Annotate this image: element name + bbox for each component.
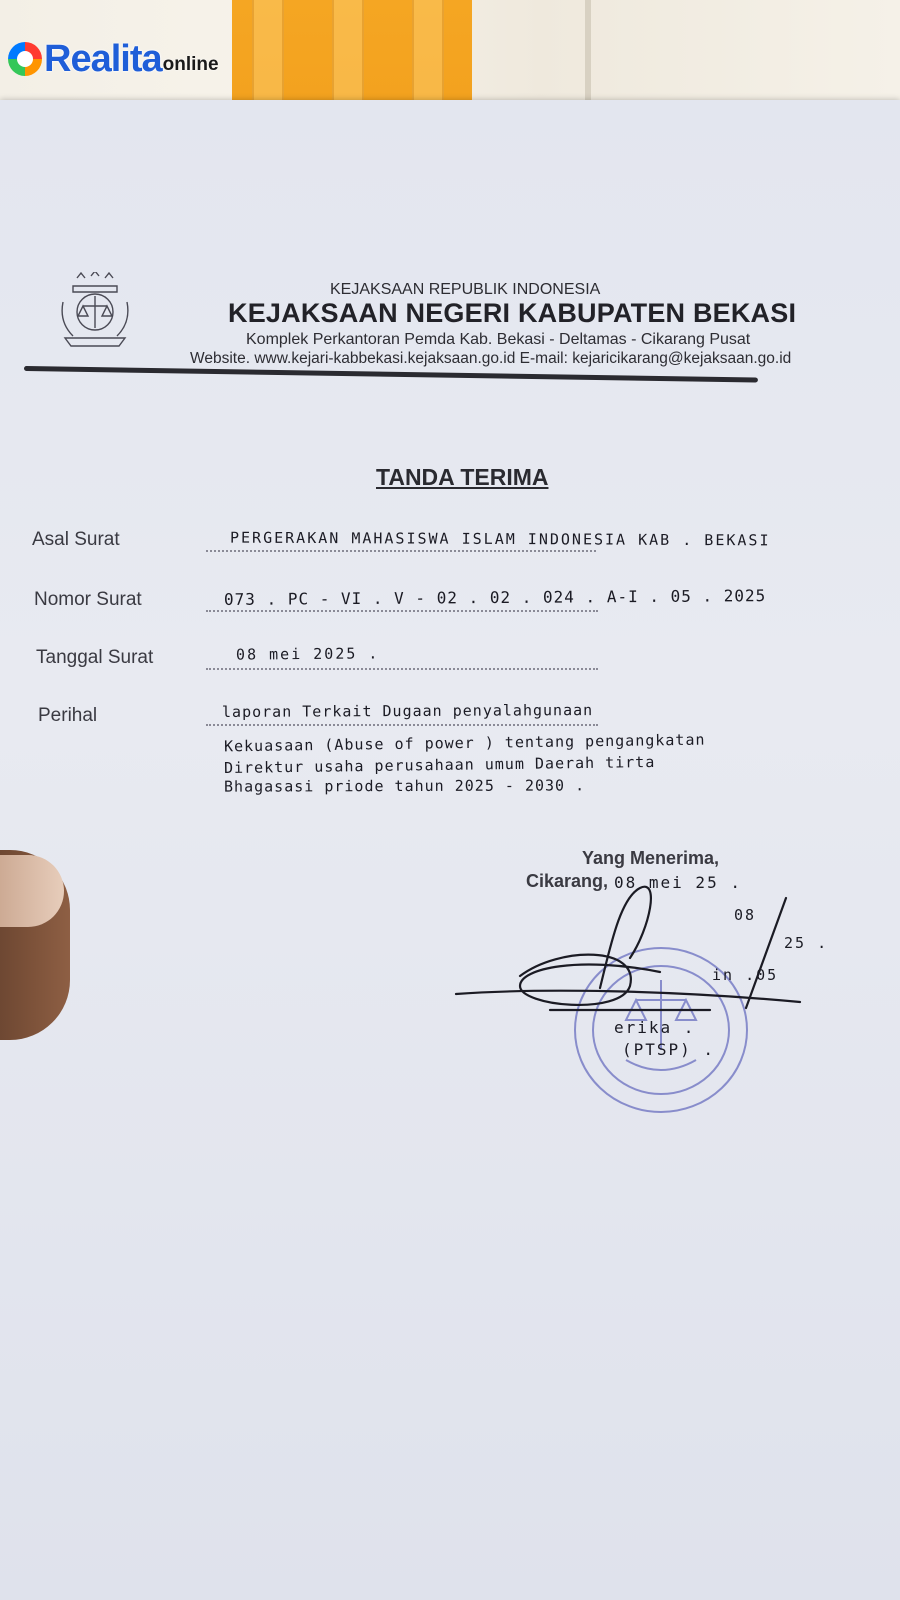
org-subtitle: KEJAKSAAN REPUBLIK INDONESIA <box>330 281 601 298</box>
brand-name: Realita <box>44 38 162 80</box>
field-label-asal-surat: Asal Surat <box>32 529 120 550</box>
receiver-heading: Yang Menerima, <box>582 848 720 868</box>
perihal-line-3: Direktur usaha perusahaan umum Daerah tirta <box>223 752 656 778</box>
prosecutor-emblem-icon <box>55 272 135 354</box>
stamp-note-2: 25 . <box>784 934 829 952</box>
dotted-line <box>206 724 598 726</box>
receiver-place: Cikarang, <box>526 871 609 891</box>
brand-suffix: online <box>162 54 219 75</box>
receiver-date: 08 mei 25 . <box>614 873 742 892</box>
perihal-line-2: Kekuasaan (Abuse of power ) tentang pengangkatan <box>223 730 706 756</box>
dotted-line <box>206 668 598 670</box>
stamp-note-1: 08 <box>734 906 757 924</box>
field-value-tanggal-surat: 08 mei 2025 . <box>235 644 380 664</box>
brand-logo <box>8 38 219 80</box>
document-paper <box>0 100 900 1600</box>
perihal-line-1: laporan Terkait Dugaan penyalahgunaan <box>221 701 594 721</box>
receiver-unit: (PTSP) . <box>622 1040 716 1059</box>
field-value-asal-surat: PERGERAKAN MAHASISWA ISLAM INDONESIA KAB . BEKASI <box>229 528 771 550</box>
org-title: KEJAKSAAN NEGERI KABUPATEN BEKASI <box>228 298 797 328</box>
stamp-note-3: in .05 <box>712 966 779 984</box>
org-contact: Website. www.kejari-kabbekasi.kejaksaan.go.id E-mail: kejaricikarang@kejaksaan.go.id <box>190 350 792 367</box>
dotted-line <box>206 550 596 552</box>
field-label-perihal: Perihal <box>38 705 98 726</box>
org-address: Komplek Perkantoran Pemda Kab. Bekasi - Deltamas - Cikarang Pusat <box>246 331 751 348</box>
letterhead-rule <box>24 366 758 383</box>
perihal-line-4: Bhagasasi priode tahun 2025 - 2030 . <box>223 776 586 796</box>
field-label-nomor-surat: Nomor Surat <box>34 589 142 610</box>
document-title: TANDA TERIMA <box>376 464 549 490</box>
field-label-tanggal-surat: Tanggal Surat <box>36 647 154 668</box>
brand-mark-icon <box>8 42 42 76</box>
dotted-line <box>206 610 598 612</box>
receiver-name: erika . <box>614 1018 696 1037</box>
field-value-nomor-surat: 073 . PC - VI . V - 02 . 02 . 024 . A-I . 05 . 2025 <box>223 586 767 609</box>
